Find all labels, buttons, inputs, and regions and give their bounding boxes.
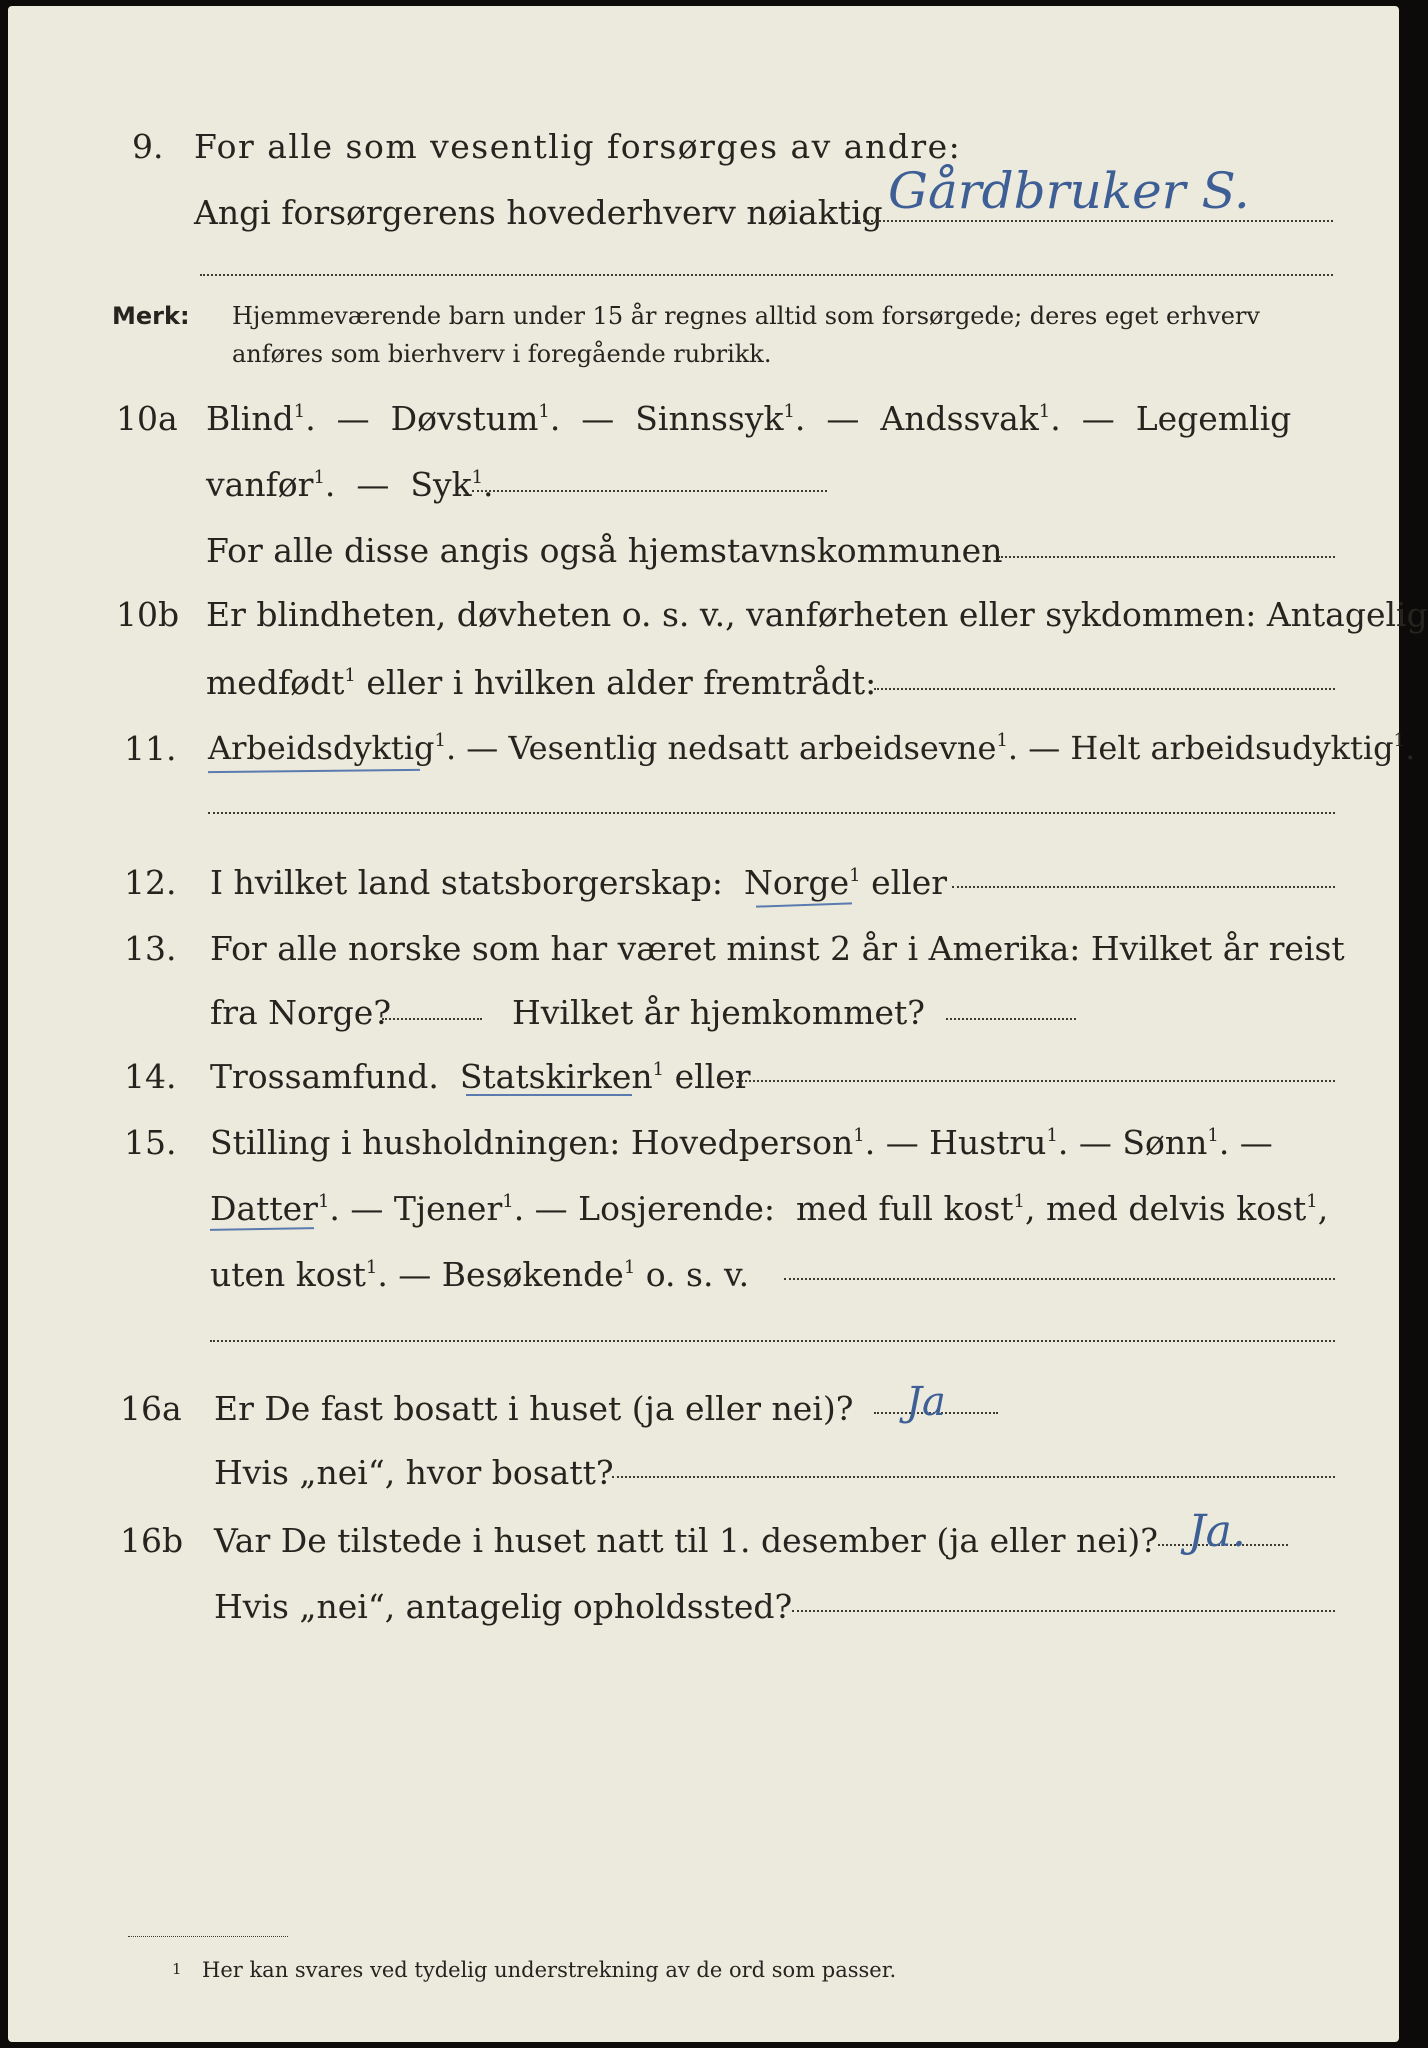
q10a-number: 10a [116, 399, 178, 438]
q16b-line2: Hvis „nei“, antagelig opholdssted? [214, 1587, 793, 1626]
q10a-line3: For alle disse angis også hjemstavnskommunen [206, 531, 1003, 570]
q10b-number: 10b [116, 595, 180, 634]
q16a-number: 16a [120, 1389, 182, 1428]
merk-line1: Hjemmeværende barn under 15 år regnes alltid som forsørgede; deres eget erhverv [232, 302, 1260, 330]
merk-label: Merk: [112, 302, 190, 330]
q12-line: I hvilket land statsborgerskap: Norge$^1$ eller [210, 863, 948, 902]
q9-answer-handwritten: Gårdbruker S. [888, 162, 1250, 220]
q10a-line1: Blind$^1$. — Døvstum$^1$. — Sinnssyk$^1$. — Andssvak$^1$. — Legemlig [206, 399, 1292, 438]
q13-line1: For alle norske som har været minst 2 år i Amerika: Hvilket år reist [210, 929, 1345, 968]
census-form-page [8, 6, 1428, 2042]
q13-fra-norge: fra Norge? [210, 993, 392, 1032]
q12-dotted-line [952, 886, 1335, 888]
q9-extra-dotted-line [200, 274, 1333, 276]
footnote-rule [128, 1936, 288, 1937]
footnote-mark: 1 [172, 1960, 182, 1978]
q15-line2: Datter$^1$. — Tjener$^1$. — Losjerende: med full kost$^1$, med delvis kost$^1$, [210, 1189, 1329, 1228]
q10b-dotted-line [874, 688, 1335, 690]
q10a-hjemstavn-dotted-line [998, 556, 1335, 558]
q11-dotted-line [208, 812, 1335, 814]
q15-line3: uten kost$^1$. — Besøkende$^1$ o. s. v. [210, 1255, 750, 1294]
q9-line2: Angi forsørgerens hovederhverv nøiaktig [194, 193, 883, 232]
q15-handwritten-underline [210, 1227, 314, 1231]
q16b-answer-handwritten: Ja. [1188, 1506, 1246, 1557]
q14-number: 14. [124, 1057, 177, 1096]
q13-hjemkommet-dotted-line [946, 1018, 1076, 1020]
q12-handwritten-underline [756, 902, 852, 907]
q15-number: 15. [124, 1123, 177, 1162]
q9-answer-dotted-line [858, 220, 1333, 222]
q15-dotted-line [784, 1278, 1335, 1280]
q10b-line2: medfødt$^1$ eller i hvilken alder fremtrådt: [206, 663, 877, 702]
q10a-syk-dotted-line [472, 490, 827, 492]
q14-line: Trossamfund. Statskirken$^1$ eller [210, 1057, 751, 1096]
q11-line: Arbeidsdyktig$^1$. — Vesentlig nedsatt arbeidsevne$^1$. — Helt arbeidsudyktig$^1$. [208, 729, 1416, 767]
q15-extra-dotted-line [210, 1340, 1335, 1342]
q12-number: 12. [124, 863, 177, 902]
q16b-number: 16b [120, 1521, 184, 1560]
footnote-text: Her kan svares ved tydelig understrekning av de ord som passer. [202, 1958, 897, 1982]
q13-number: 13. [124, 929, 177, 968]
q16b-opholdssted-dotted-line [792, 1610, 1335, 1612]
q14-handwritten-underline [466, 1094, 632, 1096]
q9-number: 9. [132, 127, 164, 166]
q13-fra-dotted-line [382, 1018, 482, 1020]
q16a-line2: Hvis „nei“, hvor bosatt? [214, 1453, 614, 1492]
q16a-answer-handwritten: Ja [906, 1379, 946, 1425]
q16b-line1: Var De tilstede i huset natt til 1. desember (ja eller nei)? [214, 1521, 1158, 1560]
q10b-line1: Er blindheten, døvheten o. s. v., vanførheten eller sykdommen: Antagelig [206, 595, 1428, 634]
q14-dotted-line [732, 1080, 1335, 1082]
q16a-bosatt-dotted-line [612, 1476, 1335, 1478]
merk-line2: anføres som bierhverv i foregående rubrikk. [232, 340, 772, 368]
q10a-line2: vanfør$^1$. — Syk$^1$. [206, 465, 494, 504]
q15-line1: Stilling i husholdningen: Hovedperson$^1$. — Hustru$^1$. — Sønn$^1$. — [210, 1123, 1273, 1162]
q11-number: 11. [124, 729, 177, 768]
q16a-line1: Er De fast bosatt i huset (ja eller nei)? [214, 1389, 854, 1428]
q13-hjemkommet: Hvilket år hjemkommet? [512, 993, 925, 1032]
q11-handwritten-underline [208, 769, 420, 773]
q9-line1: For alle som vesentlig forsørges av andre: [194, 127, 962, 166]
